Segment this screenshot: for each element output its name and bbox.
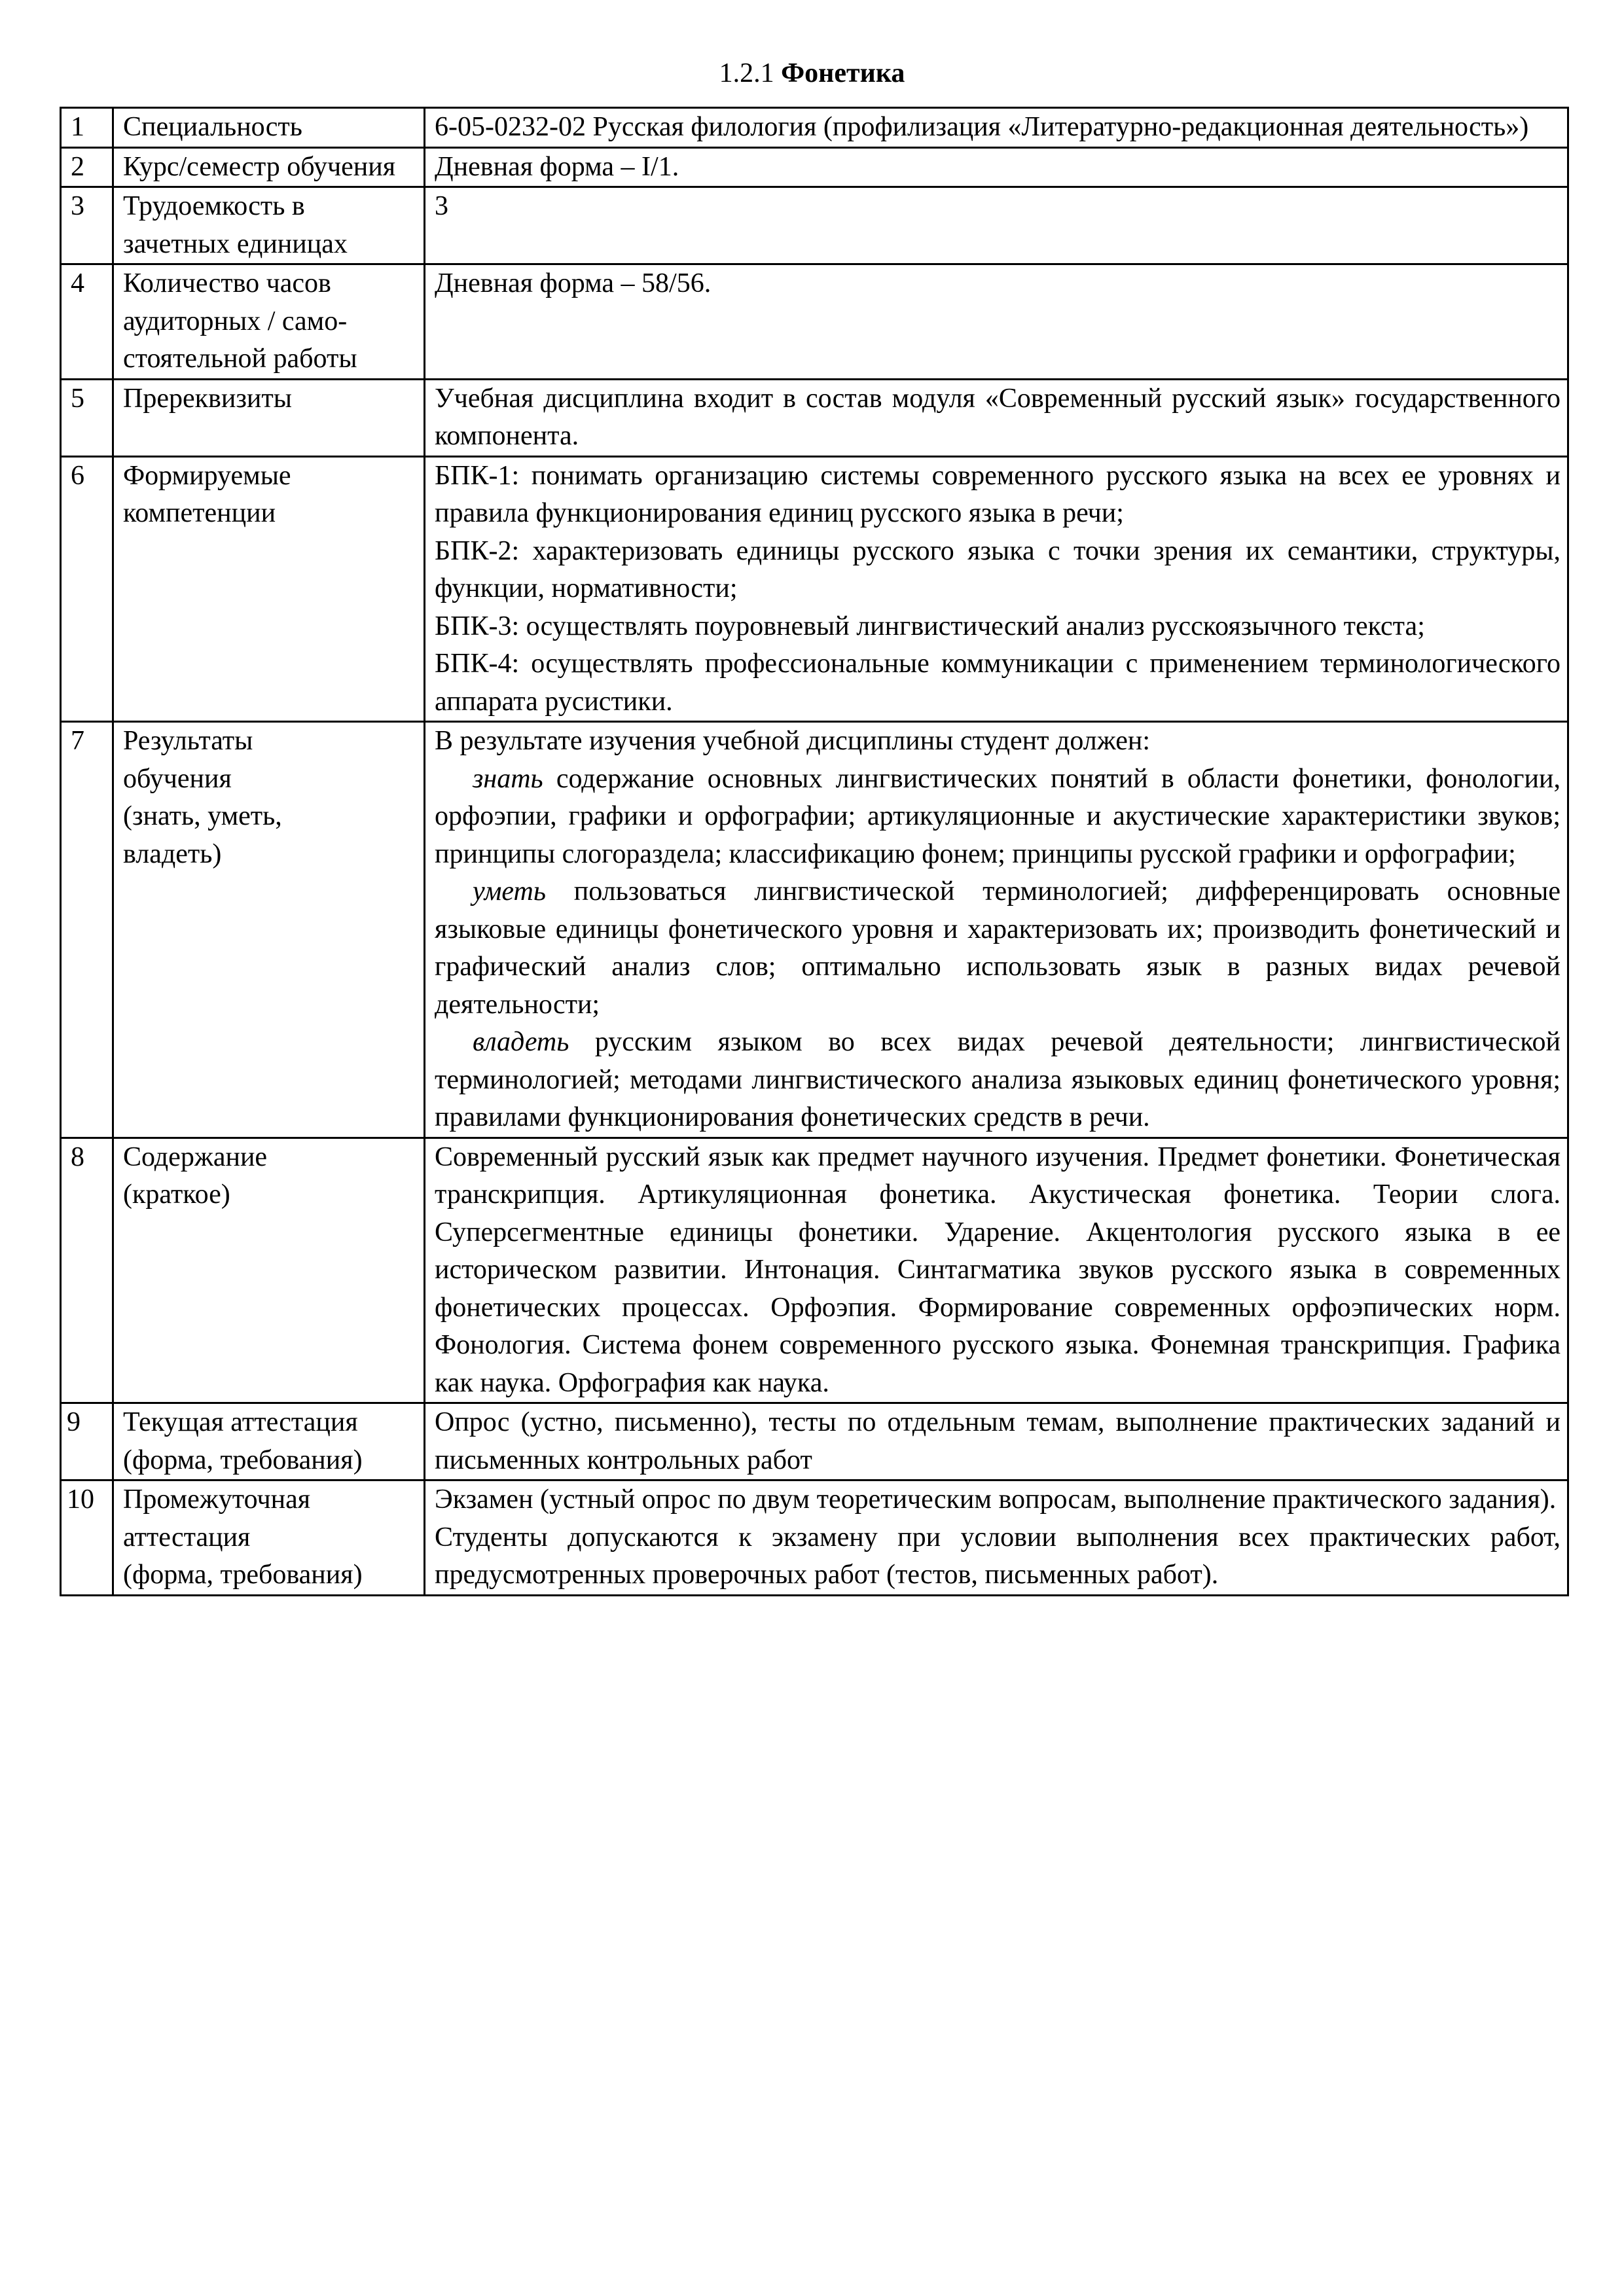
row-label-line: (знать, уметь, (123, 801, 282, 831)
row-label (113, 722, 425, 1138)
row-label: Формируемые компетенции (113, 456, 425, 722)
row-number: 4 (61, 264, 113, 380)
row-value: 3 (425, 187, 1568, 264)
outcome-term: знать (473, 763, 543, 794)
row-number: 9 (61, 1403, 113, 1480)
row-number: 2 (61, 147, 113, 187)
table-row (61, 722, 1568, 1138)
table-row (61, 1138, 1568, 1403)
section-heading (0, 55, 1624, 92)
row-number: 3 (61, 187, 113, 264)
row-label (113, 1480, 425, 1596)
assessment-paragraph: Студенты допускаются к экзамену при условии выполнения всех практических работ, предусмотренных проверочных работ (тестов, письменных работ). (435, 1522, 1561, 1590)
row-label-line: владеть) (123, 838, 222, 869)
table-row (61, 1403, 1568, 1480)
table-row (61, 147, 1568, 187)
row-number: 10 (61, 1480, 113, 1596)
row-label: Трудоемкость в зачетных единицах (113, 187, 425, 264)
row-label (113, 1403, 425, 1480)
row-label-line: обучения (123, 763, 232, 794)
outcome-know (435, 761, 1561, 874)
assessment-cell (425, 1480, 1568, 1596)
outcome-text: русским языком во всех видах речевой деятельности; лингвистической терминологией; методами лингвистического анализа языковых единиц фонетического уровня; правилами функционирования фонетических средств в речи. (435, 1027, 1561, 1132)
table-row (61, 108, 1568, 148)
row-label-line: Текущая аттестация (123, 1407, 358, 1437)
row-label-line: Результаты (123, 726, 253, 756)
row-label-line: (форма, требования) (123, 1444, 363, 1475)
outcome-master (435, 1024, 1561, 1137)
row-label: Курс/семестр обучения (113, 147, 425, 187)
competence-item: БПК-4: осуществлять профессиональные коммуникации с применением терминологического аппарата русистики. (435, 649, 1561, 717)
row-value: Дневная форма – I/1. (425, 147, 1568, 187)
row-number: 1 (61, 108, 113, 148)
row-value: Современный русский язык как предмет научного изучения. Предмет фонетики. Фонетическая транскрипция. Артикуляционная фонетика. Акустическая фонетика. Теории слога. Суперсегментные единицы фонетики. Ударение. Акцентология русского языка в ее историческом развитии. Интонация. Синтагматика звуков русского языка в современных фонетических процессах. Орфоэпия. Формирование современных орфоэпических норм. Фонология. Система фонем современного русского языка. Фонемная транскрипция. Графика как наука. Орфография как наука. (425, 1138, 1568, 1403)
outcome-term: уметь (473, 876, 546, 906)
competence-item: БПК-3: осуществлять поуровневый лингвистический анализ русскоязычного текста; (435, 611, 1425, 641)
assessment-paragraph: Экзамен (устный опрос по двум теоретическим вопросам, выполнение практического задания). (435, 1484, 1557, 1515)
row-label: Специальность (113, 108, 425, 148)
row-value: 6-05-0232-02 Русская филология (профилизация «Литературно-редакционная деятельность») (425, 108, 1568, 148)
discipline-card-table (60, 107, 1569, 1596)
row-value: Опрос (устно, письменно), тесты по отдельным темам, выполнение практических заданий и письменных контрольных работ (425, 1403, 1568, 1480)
competence-item: БПК-1: понимать организацию системы современного русского языка на всех ее уровнях и правила функционирования единиц русского языка в речи; (435, 460, 1561, 528)
row-label-line: (форма, требования) (123, 1560, 363, 1590)
row-label: Количество часов аудиторных / само-стоятельной работы (113, 264, 425, 380)
table-row (61, 456, 1568, 722)
section-title: Фонетика (781, 58, 905, 88)
row-label: Пререквизиты (113, 379, 425, 456)
table-row (61, 264, 1568, 380)
row-label-line: Промежуточная (123, 1484, 311, 1515)
row-number: 5 (61, 379, 113, 456)
row-number: 8 (61, 1138, 113, 1403)
outcome-text: содержание основных лингвистических понятий в области фонетики, фонологии, орфоэпии, графики и орфографии; артикуляционные и акустические характеристики звуков; принципы слогораздела; классификацию фонем; принципы русской графики и орфографии; (435, 763, 1561, 869)
outcomes-intro: В результате изучения учебной дисциплины студент должен: (435, 726, 1150, 756)
table-row (61, 187, 1568, 264)
table-row (61, 1480, 1568, 1596)
row-number: 7 (61, 722, 113, 1138)
section-number: 1.2.1 (719, 58, 774, 88)
table-row (61, 379, 1568, 456)
row-label-line: аттестация (123, 1522, 251, 1552)
row-label (113, 1138, 425, 1403)
row-label-line: Содержание (123, 1141, 268, 1172)
outcome-text: пользоваться лингвистической терминологией; дифференцировать основные языковые единицы фонетического уровня и характеризовать их; производить фонетический и графический анализ слов; оптимально использовать язык в разных видах речевой деятельности; (435, 876, 1561, 1020)
competences-cell (425, 456, 1568, 722)
competence-item: БПК-2: характеризовать единицы русского языка с точки зрения их семантики, структуры, функции, нормативности; (435, 535, 1561, 603)
row-value: Учебная дисциплина входит в состав модуля «Современный русский язык» государственного компонента. (425, 379, 1568, 456)
row-label-line: (краткое) (123, 1179, 230, 1210)
outcome-can (435, 873, 1561, 1024)
learning-outcomes-cell (425, 722, 1568, 1138)
outcome-term: владеть (473, 1027, 569, 1057)
row-value: Дневная форма – 58/56. (425, 264, 1568, 380)
row-number: 6 (61, 456, 113, 722)
